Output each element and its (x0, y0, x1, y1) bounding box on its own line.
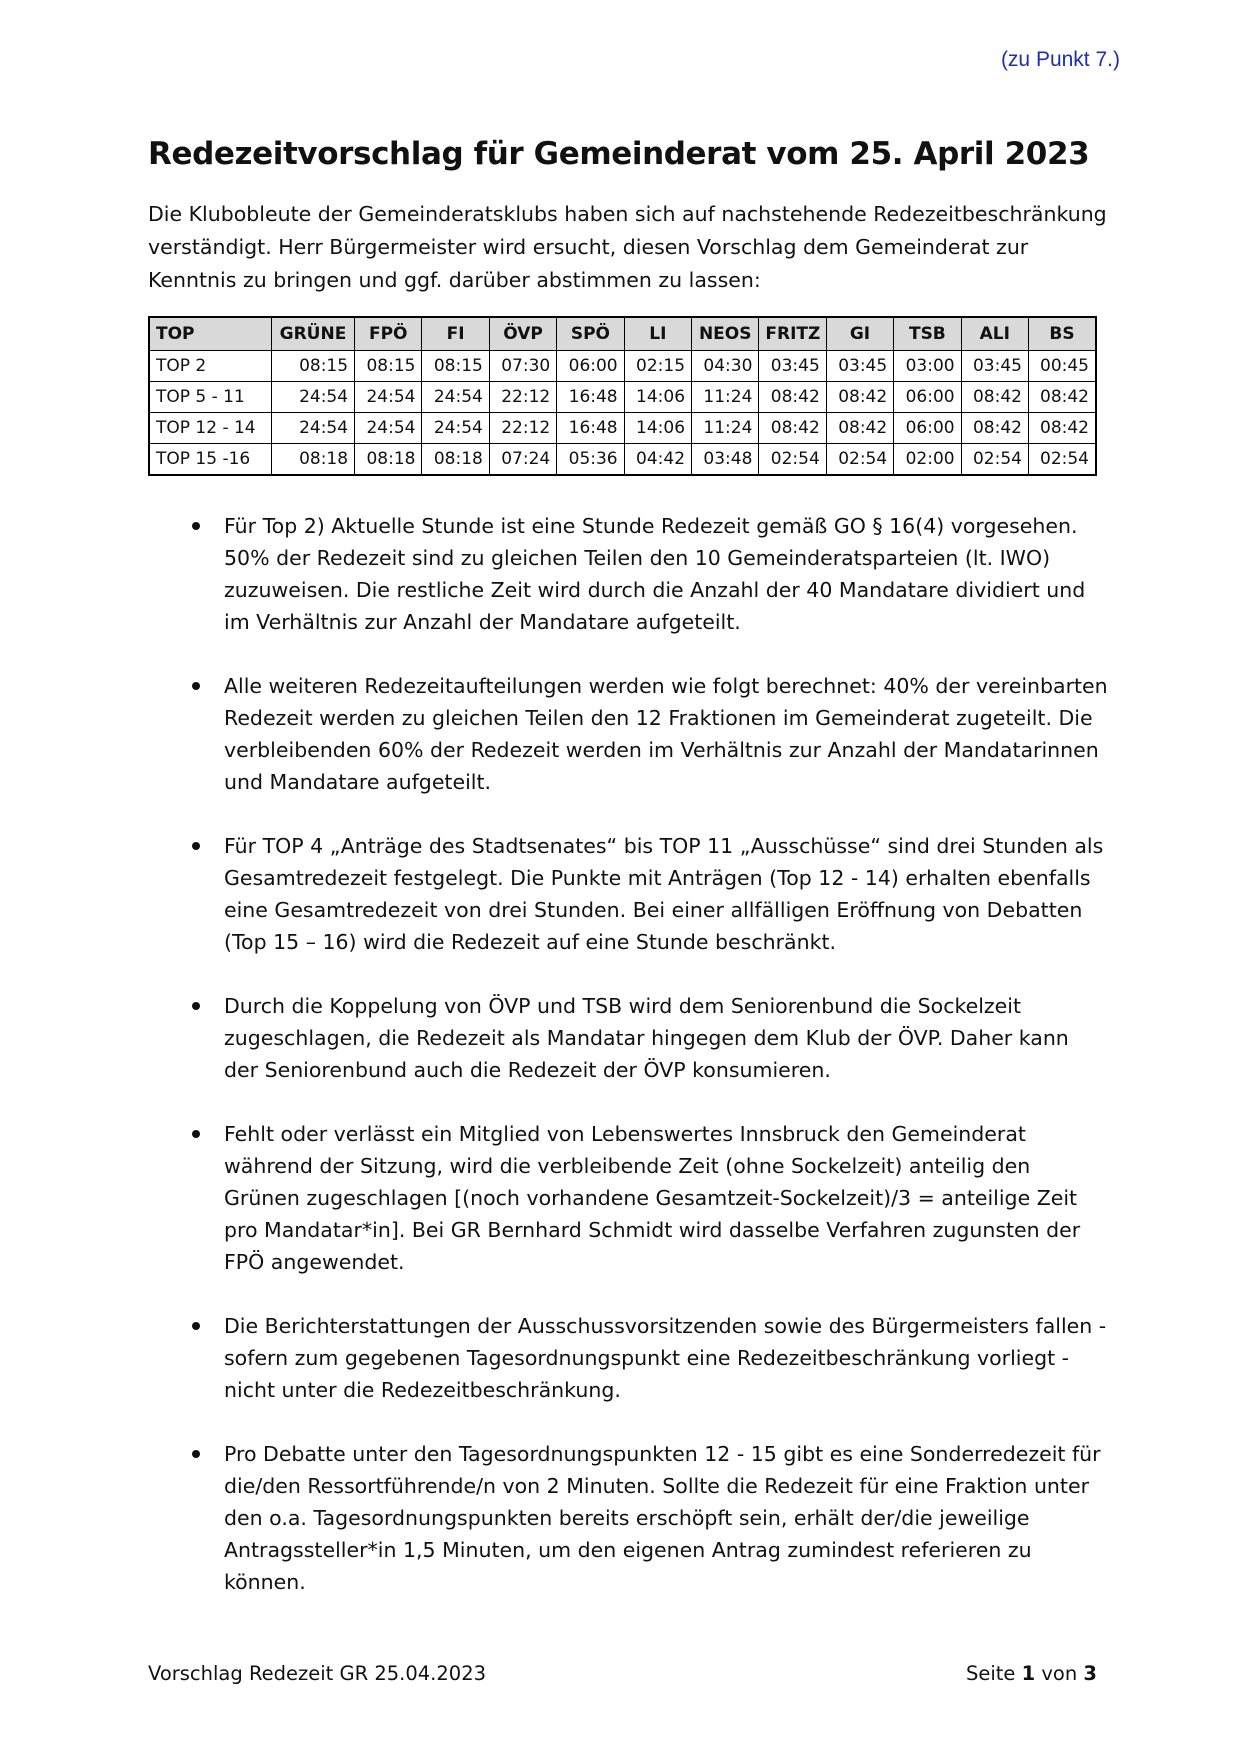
bullet-icon (192, 1322, 200, 1330)
column-header: TSB (894, 317, 961, 351)
table-cell: 08:42 (1028, 382, 1096, 413)
table-cell: 02:00 (894, 444, 961, 476)
table-row (149, 382, 1096, 413)
table-cell: 16:48 (557, 382, 624, 413)
column-header: GRÜNE (271, 317, 354, 351)
bullet-icon (192, 682, 200, 690)
column-header: ALI (961, 317, 1028, 351)
table-cell: 00:45 (1028, 351, 1096, 382)
table-cell: 08:42 (961, 382, 1028, 413)
column-header: FI (422, 317, 489, 351)
page-prefix: Seite (965, 1662, 1016, 1685)
bullet-icon (192, 1002, 200, 1010)
row-label: TOP 5 - 11 (149, 382, 271, 413)
table-cell: 06:00 (894, 413, 961, 444)
table-cell: 02:54 (759, 444, 826, 476)
table-cell: 07:30 (489, 351, 556, 382)
bullet-icon (192, 842, 200, 850)
table-cell: 14:06 (624, 413, 691, 444)
list-item (148, 830, 1108, 958)
column-header: BS (1028, 317, 1096, 351)
list-item (148, 990, 1108, 1086)
list-item-text: Alle weiteren Redezeitaufteilungen werden wie folgt berechnet: 40% der vereinbarten Redezeit werden zu gleichen Teilen den 12 Fraktionen im Gemeinderat zugeteilt. Die verbleibenden 60% der Redezeit werden im Verhältnis zur Anzahl der Mandatarinnen und Mandatare aufgeteilt. (224, 674, 1108, 794)
table-cell: 08:42 (826, 382, 893, 413)
list-item (148, 1118, 1108, 1278)
agenda-reference: (zu Punkt 7.) (1000, 48, 1120, 71)
list-item-text: Pro Debatte unter den Tagesordnungspunkten 12 - 15 gibt es eine Sonderredezeit für die/den Ressortführende/n von 2 Minuten. Sollte die Redezeit für eine Fraktion unter den o.a. Tagesordnungspunkten bereits erschöpft sein, erhält der/die jeweilige Antragssteller*in 1,5 Minuten, um den eigenen Antrag zumindest referieren zu können. (224, 1442, 1101, 1594)
table-cell: 03:48 (692, 444, 759, 476)
table-cell: 03:45 (961, 351, 1028, 382)
table-cell: 02:15 (624, 351, 691, 382)
table-cell: 24:54 (355, 413, 422, 444)
list-item-text: Die Berichterstattungen der Ausschussvorsitzenden sowie des Bürgermeisters fallen - sofern zum gegebenen Tagesordnungspunkt eine Redezeitbeschränkung vorliegt - nicht unter die Redezeitbeschränkung. (224, 1314, 1107, 1402)
table-row (149, 444, 1096, 476)
row-label: TOP 12 - 14 (149, 413, 271, 444)
row-label: TOP 2 (149, 351, 271, 382)
column-header: LI (624, 317, 691, 351)
column-header: GI (826, 317, 893, 351)
table-cell: 24:54 (355, 382, 422, 413)
table-cell: 02:54 (1028, 444, 1096, 476)
column-header: FPÖ (355, 317, 422, 351)
list-item (148, 1310, 1108, 1406)
column-header: SPÖ (557, 317, 624, 351)
table-cell: 24:54 (271, 382, 354, 413)
page-title: Redezeitvorschlag für Gemeinderat vom 25. April 2023 (148, 136, 1090, 172)
table-cell: 04:30 (692, 351, 759, 382)
list-item-text: Für Top 2) Aktuelle Stunde ist eine Stunde Redezeit gemäß GO § 16(4) vorgesehen. 50% der Redezeit sind zu gleichen Teilen den 10 Gemeinderatsparteien (lt. IWO) zuzuweisen. Die restliche Zeit wird durch die Anzahl der 40 Mandatare dividiert und im Verhältnis zur Anzahl der Mandatare aufgeteilt. (224, 514, 1086, 634)
page-total: 3 (1083, 1662, 1097, 1685)
bullet-icon (192, 1130, 200, 1138)
list-item-text: Fehlt oder verlässt ein Mitglied von Lebenswertes Innsbruck den Gemeinderat während der Sitzung, wird die verbleibende Zeit (ohne Sockelzeit) anteilig den Grünen zugeschlagen [(noch vorhandene Gesamtzeit-Sockelzeit)/3 = anteilige Zeit pro Mandatar*in]. Bei GR Bernhard Schmidt wird dasselbe Verfahren zugunsten der FPÖ angewendet. (224, 1122, 1081, 1274)
list-item (148, 670, 1108, 798)
table-cell: 08:42 (961, 413, 1028, 444)
table-cell: 04:42 (624, 444, 691, 476)
rules-list (148, 510, 1108, 1630)
table-cell: 16:48 (557, 413, 624, 444)
table-cell: 08:42 (759, 413, 826, 444)
column-header: ÖVP (489, 317, 556, 351)
list-item-text: Für TOP 4 „Anträge des Stadtsenates“ bis TOP 11 „Ausschüsse“ sind drei Stunden als Gesamtredezeit festgelegt. Die Punkte mit Anträgen (Top 12 - 14) erhalten ebenfalls eine Gesamtredezeit von drei Stunden. Bei einer allfälligen Eröffnung von Debatten (Top 15 – 16) wird die Redezeit auf eine Stunde beschränkt. (224, 834, 1104, 954)
table-cell: 08:42 (759, 382, 826, 413)
bullet-icon (192, 522, 200, 530)
table-cell: 14:06 (624, 382, 691, 413)
table-cell: 07:24 (489, 444, 556, 476)
table-cell: 24:54 (271, 413, 354, 444)
table-cell: 05:36 (557, 444, 624, 476)
table-cell: 11:24 (692, 413, 759, 444)
table-cell: 08:42 (1028, 413, 1096, 444)
table-cell: 08:18 (355, 444, 422, 476)
table-cell: 08:15 (422, 351, 489, 382)
table-cell: 03:45 (826, 351, 893, 382)
page-separator: von (1041, 1662, 1078, 1685)
table-header-row (149, 317, 1096, 351)
column-header: TOP (149, 317, 271, 351)
table-cell: 08:18 (271, 444, 354, 476)
speaking-time-table (148, 316, 1097, 476)
table-cell: 02:54 (961, 444, 1028, 476)
footer-document-label: Vorschlag Redezeit GR 25.04.2023 (148, 1662, 487, 1685)
list-item (148, 1438, 1108, 1598)
table-cell: 08:15 (271, 351, 354, 382)
table-cell: 06:00 (894, 382, 961, 413)
table-cell: 08:18 (422, 444, 489, 476)
table-cell: 03:00 (894, 351, 961, 382)
table-cell: 08:42 (826, 413, 893, 444)
bullet-icon (192, 1450, 200, 1458)
intro-paragraph: Die Klubobleute der Gemeinderatsklubs haben sich auf nachstehende Redezeitbeschränkung verständigt. Herr Bürgermeister wird ersucht, diesen Vorschlag dem Gemeinderat zur Kenntnis zu bringen und ggf. darüber abstimmen zu lassen: (148, 202, 1107, 292)
page-current: 1 (1021, 1662, 1036, 1685)
list-item-text: Durch die Koppelung von ÖVP und TSB wird dem Seniorenbund die Sockelzeit zugeschlagen, die Redezeit als Mandatar hingegen dem Klub der ÖVP. Daher kann der Seniorenbund auch die Redezeit der ÖVP konsumieren. (224, 994, 1069, 1082)
column-header: FRITZ (759, 317, 826, 351)
column-header: NEOS (692, 317, 759, 351)
table-row (149, 351, 1096, 382)
footer-page-number (900, 1662, 1097, 1685)
table-cell: 02:54 (826, 444, 893, 476)
table-cell: 22:12 (489, 413, 556, 444)
table-cell: 24:54 (422, 413, 489, 444)
table-cell: 08:15 (355, 351, 422, 382)
table-cell: 24:54 (422, 382, 489, 413)
list-item (148, 510, 1108, 638)
table-cell: 22:12 (489, 382, 556, 413)
table-cell: 06:00 (557, 351, 624, 382)
table-cell: 03:45 (759, 351, 826, 382)
table-row (149, 413, 1096, 444)
table-cell: 11:24 (692, 382, 759, 413)
row-label: TOP 15 -16 (149, 444, 271, 476)
